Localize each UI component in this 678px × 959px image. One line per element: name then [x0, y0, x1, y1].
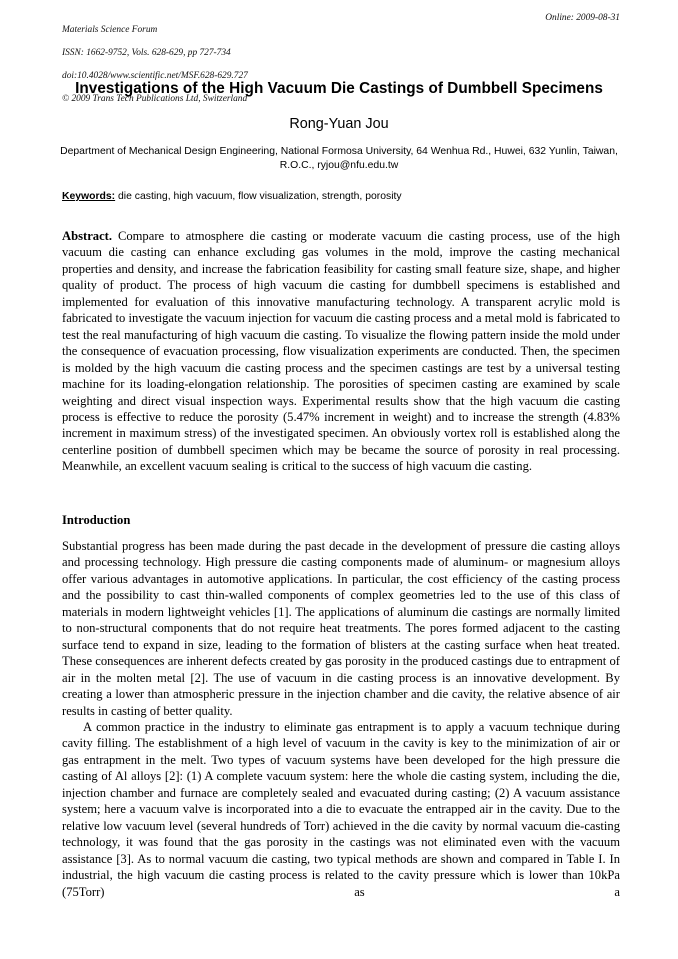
- page-title: Investigations of the High Vacuum Die Castings of Dumbbell Specimens: [75, 80, 603, 97]
- abstract-label: Abstract.: [62, 229, 113, 243]
- online-publication-date: Online: 2009-08-31: [545, 13, 620, 23]
- abstract-paragraph: [62, 228, 620, 475]
- author-name: Rong-Yuan Jou: [289, 116, 389, 132]
- title-block: [36, 79, 642, 174]
- keywords-label: Keywords:: [62, 191, 116, 202]
- journal-name: Materials Science Forum: [62, 24, 158, 35]
- introduction-paragraph-1: Substantial progress has been made during the past decade in the development of pressure die casting alloys and processing technology. High pressure die casting components made of aluminum- or magnesium alloys offer various advantages in automotive applications. In particular, the cost efficiency of the casting process and the possibility to cast thin-walled components of complex geometries led to the use of this class of materials in modern lightweight vehicles [1]. The applications of aluminum die castings are normally limited to non-structural components that do not require heat treatments. The pores formed adjacent to the casting surface tend to expand in size, leading to the formation of blisters at the casting surface when heat treated. These consequences are inherent defects created by gas porosity in the produced castings due to entrapment of air in the molten metal [2]. The use of vacuum in die casting process is an innovative development. By creating a lower than atmospheric pressure in the injection chamber and die cavity, the relative absence of air results in casting of better quality.: [62, 539, 620, 718]
- section-heading-introduction: Introduction: [62, 513, 131, 527]
- introduction-body: [62, 538, 620, 916]
- introduction-paragraph-2: A common practice in the industry to eliminate gas entrapment is to apply a vacuum technique during cavity filling. The establishment of a high level of vacuum in the cavity is key to the minimization of air or gas entrapment in the melt. Two types of vacuum systems have been developed for the high pressure die casting of Al alloys [2]: (1) A complete vacuum system: here the whole die casting system, including the die, injection chamber and furnace are completely sealed and evacuated during casting; (2) A vacuum assistance system; here a vacuum valve is incorporated into a die to evacuate the entrapped air in the cavity. Due to the relative low vacuum level (several hundreds of Torr) achieved in the die cavity by normal vacuum die-casting technology, it was found that the gas porosity in the castings was not eliminated even with the vacuum assistance [3]. As to normal vacuum die casting, two typical methods are shown and compared in Table I. In industrial, the high vacuum die casting process is related to the cavity pressure which is lower than 10kPa (75Torr) as a: [62, 719, 620, 899]
- journal-doi: doi:10.4028/www.scientific.net/MSF.628-629.727: [62, 70, 248, 81]
- keywords-values: die casting, high vacuum, flow visualization, strength, porosity: [118, 191, 402, 202]
- journal-copyright: © 2009 Trans Tech Publications Ltd, Switzerland: [62, 94, 248, 105]
- author-affiliation: Department of Mechanical Design Engineering, National Formosa University, 64 Wenhua Rd., Huwei, 632 Yunlin, Taiwan, R.O.C., ryjou@nfu.edu.tw: [60, 146, 618, 172]
- journal-issn-volume: ISSN: 1662-9752, Vols. 628-629, pp 727-734: [62, 47, 231, 58]
- abstract-text: Compare to atmosphere die casting or moderate vacuum die casting process, use of the high vacuum die casting can enhance excluding gas volumes in the mold, improve the casting mechanical properties and density, and increase the fabrication feasibility for casting small feature size, shape, and higher quality of product. The process of high vacuum die casting for dumbbell specimens is established and implemented for evaluation of this innovative manufacturing technology. A transparent acrylic mold is fabricated to investigate the vacuum injection for vacuum die casting process and a metal mold is fabricated to test the real manufacturing of high vacuum die casting. To visualize the flowing pattern inside the mold under the consequence of evacuation processing, flow visualization experiments are conducted. Then, the specimen is molded by the high vacuum die casting process and the specimen castings are test by a universal testing machine for its loading-elongation relationship. The porosities of specimen casting are examined by scale weighting and direct visual inspection ways. Experimental results show that the high vacuum die casting process is effective to reduce the porosity (5.47% increment in weight) and to increase the strength (4.83% increment in maximum stress) of the investigated specimen. An obviously vortex roll is established along the centerline position of dumbbell specimen which may be became the source of porosity in real processing. Meanwhile, an excellent vacuum sealing is critical to the success of high vacuum die casting.: [62, 229, 620, 474]
- keywords-line: [62, 190, 620, 204]
